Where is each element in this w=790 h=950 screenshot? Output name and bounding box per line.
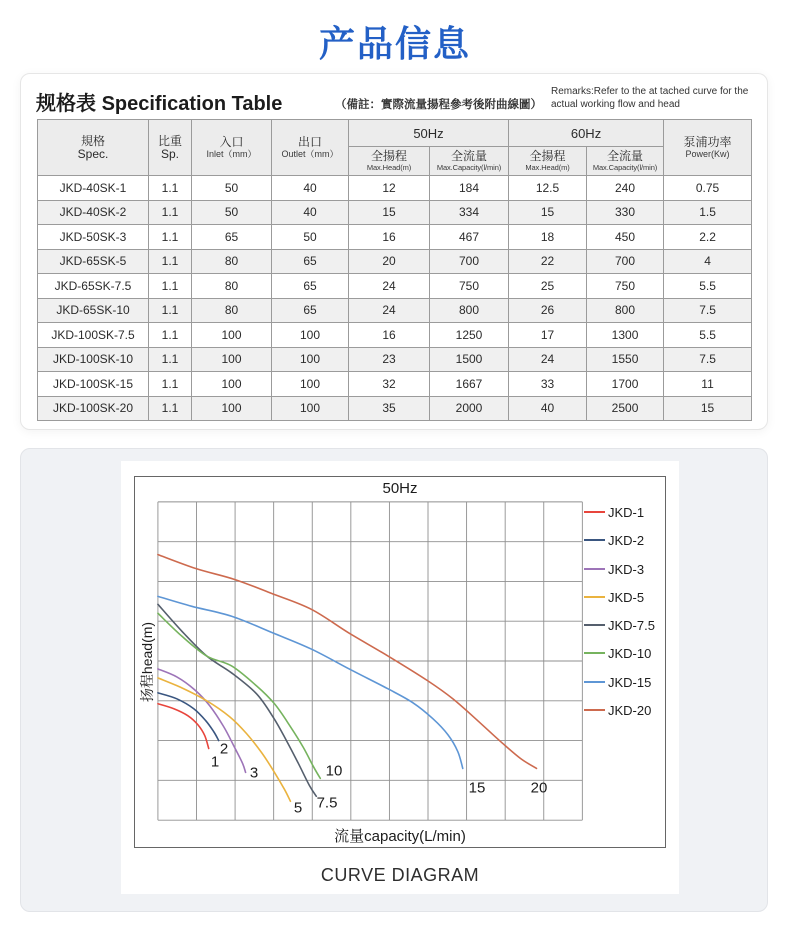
table-row bbox=[38, 298, 752, 323]
table-cell: JKD-100SK-15 bbox=[38, 372, 149, 397]
table-cell: 1.1 bbox=[149, 176, 192, 201]
table-cell: 800 bbox=[430, 298, 509, 323]
curve-JKD-15 bbox=[158, 596, 463, 768]
col-header-50hz-cap-cn: 全流量 bbox=[451, 148, 488, 163]
table-row bbox=[38, 200, 752, 225]
table-cell: 184 bbox=[430, 176, 509, 201]
legend-swatch bbox=[584, 652, 605, 654]
table-cell: 1300 bbox=[587, 323, 664, 348]
curve-end-label-JKD-7.5: 7.5 bbox=[316, 794, 338, 812]
legend-swatch bbox=[584, 568, 605, 570]
col-header-60hz: 60Hz bbox=[509, 120, 664, 147]
table-cell: 12.5 bbox=[509, 176, 587, 201]
col-header-60hz-cap bbox=[587, 147, 664, 176]
table-cell: JKD-100SK-20 bbox=[38, 396, 149, 421]
table-cell: 22 bbox=[509, 249, 587, 274]
legend-swatch bbox=[584, 624, 605, 626]
spec-table-body bbox=[38, 176, 752, 421]
col-header-50hz-cap-en: Max.Capacity(l/min) bbox=[436, 162, 502, 172]
table-cell: 65 bbox=[192, 225, 272, 250]
legend-swatch bbox=[584, 709, 605, 711]
table-cell: JKD-40SK-2 bbox=[38, 200, 149, 225]
legend-item-JKD-3 bbox=[584, 561, 644, 577]
col-header-50hz-head-en: Max.Head(m) bbox=[366, 162, 412, 172]
table-row bbox=[38, 176, 752, 201]
table-cell: 15 bbox=[664, 396, 752, 421]
table-row bbox=[38, 396, 752, 421]
table-row bbox=[38, 347, 752, 372]
legend-label: JKD-3 bbox=[608, 561, 645, 577]
legend-item-JKD-20 bbox=[584, 702, 651, 718]
curve-end-label-JKD-1: 1 bbox=[210, 753, 220, 771]
legend-label: JKD-2 bbox=[608, 532, 645, 548]
table-cell: 467 bbox=[430, 225, 509, 250]
table-cell: 240 bbox=[587, 176, 664, 201]
spec-card bbox=[20, 73, 768, 430]
table-cell: 35 bbox=[349, 396, 430, 421]
table-cell: 1.1 bbox=[149, 200, 192, 225]
col-header-power-cn: 泵浦功率 bbox=[683, 134, 732, 149]
col-header-inlet-cn: 入口 bbox=[219, 134, 244, 149]
col-header-power bbox=[664, 120, 752, 176]
curve-caption: CURVE DIAGRAM bbox=[320, 865, 480, 885]
table-cell: 12 bbox=[349, 176, 430, 201]
curve-JKD-1 bbox=[158, 704, 209, 749]
legend-label: JKD-7.5 bbox=[608, 617, 655, 633]
table-cell: JKD-40SK-1 bbox=[38, 176, 149, 201]
table-cell: 15 bbox=[349, 200, 430, 225]
table-cell: 40 bbox=[272, 176, 349, 201]
table-row bbox=[38, 249, 752, 274]
table-cell: 65 bbox=[272, 298, 349, 323]
legend-label: JKD-1 bbox=[608, 504, 645, 520]
remark-en-line1: Remarks:Refer to the at tached curve for the bbox=[551, 86, 749, 97]
table-cell: 80 bbox=[192, 298, 272, 323]
table-cell: 16 bbox=[349, 323, 430, 348]
col-header-sp-en: Sp. bbox=[160, 146, 179, 161]
table-cell: 24 bbox=[349, 298, 430, 323]
table-cell: 1.1 bbox=[149, 298, 192, 323]
table-cell: 80 bbox=[192, 249, 272, 274]
table-cell: 26 bbox=[509, 298, 587, 323]
table-cell: 18 bbox=[509, 225, 587, 250]
table-cell: 1.1 bbox=[149, 323, 192, 348]
table-cell: 16 bbox=[349, 225, 430, 250]
table-cell: 1550 bbox=[587, 347, 664, 372]
col-header-60hz-head bbox=[509, 147, 587, 176]
table-cell: 40 bbox=[272, 200, 349, 225]
curve-end-label-JKD-10: 10 bbox=[325, 762, 343, 780]
table-row bbox=[38, 274, 752, 299]
table-cell: 1.1 bbox=[149, 274, 192, 299]
legend-item-JKD-15 bbox=[584, 674, 651, 690]
table-cell: 1.1 bbox=[149, 347, 192, 372]
table-cell: 100 bbox=[272, 323, 349, 348]
table-cell: 80 bbox=[192, 274, 272, 299]
legend-item-JKD-1 bbox=[584, 504, 644, 520]
table-cell: 5.5 bbox=[664, 323, 752, 348]
y-axis-label: 扬程head(m) bbox=[139, 621, 155, 703]
table-cell: 1.1 bbox=[149, 225, 192, 250]
col-header-60hz-head-cn: 全揚程 bbox=[529, 148, 566, 163]
legend-label: JKD-15 bbox=[608, 674, 652, 690]
col-header-50hz-head bbox=[349, 147, 430, 176]
col-header-60hz-cap-en: Max.Capacity(l/min) bbox=[592, 162, 658, 172]
table-cell: 1.1 bbox=[149, 249, 192, 274]
table-cell: 1.5 bbox=[664, 200, 752, 225]
table-cell: 100 bbox=[192, 396, 272, 421]
table-cell: 0.75 bbox=[664, 176, 752, 201]
spec-heading-cn: 规格表 bbox=[36, 93, 96, 115]
curve-end-label-JKD-5: 5 bbox=[293, 799, 303, 817]
table-cell: 50 bbox=[192, 200, 272, 225]
col-header-60hz-cap-cn: 全流量 bbox=[607, 148, 644, 163]
table-cell: 1.1 bbox=[149, 396, 192, 421]
col-header-outlet bbox=[272, 120, 349, 176]
table-cell: 330 bbox=[587, 200, 664, 225]
curve-end-label-JKD-2: 2 bbox=[219, 740, 229, 758]
table-cell: 65 bbox=[272, 249, 349, 274]
table-cell: 4 bbox=[664, 249, 752, 274]
table-cell: 17 bbox=[509, 323, 587, 348]
legend-item-JKD-7.5 bbox=[584, 617, 655, 633]
table-cell: 2.2 bbox=[664, 225, 752, 250]
legend-swatch bbox=[584, 511, 605, 513]
table-row bbox=[38, 225, 752, 250]
table-cell: JKD-100SK-10 bbox=[38, 347, 149, 372]
col-header-sp bbox=[149, 120, 192, 176]
table-cell: 23 bbox=[349, 347, 430, 372]
remark-cn: （備註：實際流量揚程參考後附曲線圖） bbox=[335, 99, 542, 111]
table-cell: 65 bbox=[272, 274, 349, 299]
col-header-60hz-head-en: Max.Head(m) bbox=[525, 162, 570, 172]
table-cell: JKD-65SK-7.5 bbox=[38, 274, 149, 299]
col-header-outlet-en: Outlet（mm） bbox=[281, 148, 339, 159]
table-cell: 15 bbox=[509, 200, 587, 225]
table-cell: 32 bbox=[349, 372, 430, 397]
table-cell: JKD-100SK-7.5 bbox=[38, 323, 149, 348]
table-cell: 20 bbox=[349, 249, 430, 274]
table-cell: 24 bbox=[509, 347, 587, 372]
chart-panel bbox=[121, 461, 679, 894]
table-cell: 1.1 bbox=[149, 372, 192, 397]
table-cell: 50 bbox=[272, 225, 349, 250]
curve-JKD-10 bbox=[158, 613, 320, 778]
col-header-inlet bbox=[192, 120, 272, 176]
col-header-50hz: 50Hz bbox=[349, 120, 509, 147]
curve-card bbox=[20, 448, 768, 912]
table-cell: 750 bbox=[587, 274, 664, 299]
chart-frame bbox=[134, 476, 666, 848]
table-cell: 2500 bbox=[587, 396, 664, 421]
chart-title: 50Hz bbox=[382, 480, 418, 497]
table-cell: 100 bbox=[192, 323, 272, 348]
col-header-spec-en: Spec. bbox=[77, 146, 109, 161]
col-header-inlet-en: Inlet（mm） bbox=[206, 148, 257, 159]
table-row bbox=[38, 372, 752, 397]
spec-heading-en: Specification Table bbox=[101, 93, 283, 115]
table-cell: 100 bbox=[272, 372, 349, 397]
spec-heading bbox=[36, 87, 282, 116]
curve-JKD-3 bbox=[158, 669, 246, 772]
legend-label: JKD-10 bbox=[608, 645, 652, 661]
legend-swatch bbox=[584, 539, 605, 541]
table-cell: 334 bbox=[430, 200, 509, 225]
table-cell: 1700 bbox=[587, 372, 664, 397]
curve-end-label-JKD-3: 3 bbox=[249, 764, 259, 782]
table-cell: JKD-50SK-3 bbox=[38, 225, 149, 250]
table-cell: 700 bbox=[430, 249, 509, 274]
legend-item-JKD-5 bbox=[584, 589, 644, 605]
page-title: 产品信息 bbox=[318, 23, 471, 64]
table-cell: 1667 bbox=[430, 372, 509, 397]
table-cell: 1250 bbox=[430, 323, 509, 348]
col-header-power-en: Power(Kw) bbox=[685, 148, 730, 159]
table-cell: 7.5 bbox=[664, 298, 752, 323]
legend-label: JKD-20 bbox=[608, 702, 652, 718]
table-cell: 11 bbox=[664, 372, 752, 397]
legend-swatch bbox=[584, 596, 605, 598]
legend-item-JKD-2 bbox=[584, 532, 644, 548]
table-cell: 50 bbox=[192, 176, 272, 201]
col-header-spec-cn: 規格 bbox=[80, 133, 105, 148]
table-cell: JKD-65SK-10 bbox=[38, 298, 149, 323]
col-header-spec bbox=[38, 120, 149, 176]
table-cell: 25 bbox=[509, 274, 587, 299]
col-header-outlet-cn: 出口 bbox=[297, 134, 322, 149]
table-cell: 100 bbox=[192, 347, 272, 372]
col-header-50hz-cap bbox=[430, 147, 509, 176]
col-header-sp-cn: 比重 bbox=[157, 133, 182, 148]
table-cell: JKD-65SK-5 bbox=[38, 249, 149, 274]
legend-label: JKD-5 bbox=[608, 589, 645, 605]
table-cell: 5.5 bbox=[664, 274, 752, 299]
legend-item-JKD-10 bbox=[584, 645, 651, 661]
remark-en bbox=[551, 86, 763, 111]
remark-en-line2: actual working flow and head bbox=[551, 98, 680, 110]
table-cell: 1500 bbox=[430, 347, 509, 372]
table-cell: 800 bbox=[587, 298, 664, 323]
table-cell: 33 bbox=[509, 372, 587, 397]
curve-end-label-JKD-15: 15 bbox=[468, 779, 486, 797]
table-cell: 100 bbox=[272, 396, 349, 421]
table-cell: 450 bbox=[587, 225, 664, 250]
table-cell: 40 bbox=[509, 396, 587, 421]
table-cell: 7.5 bbox=[664, 347, 752, 372]
table-cell: 2000 bbox=[430, 396, 509, 421]
legend-swatch bbox=[584, 681, 605, 683]
table-row bbox=[38, 323, 752, 348]
table-cell: 750 bbox=[430, 274, 509, 299]
col-header-50hz-head-cn: 全揚程 bbox=[370, 148, 407, 163]
table-cell: 100 bbox=[272, 347, 349, 372]
table-cell: 24 bbox=[349, 274, 430, 299]
spec-table bbox=[37, 119, 752, 421]
table-cell: 100 bbox=[192, 372, 272, 397]
x-axis-label: 流量capacity(L/min) bbox=[334, 828, 466, 845]
curve-end-label-JKD-20: 20 bbox=[530, 779, 548, 797]
table-cell: 700 bbox=[587, 249, 664, 274]
